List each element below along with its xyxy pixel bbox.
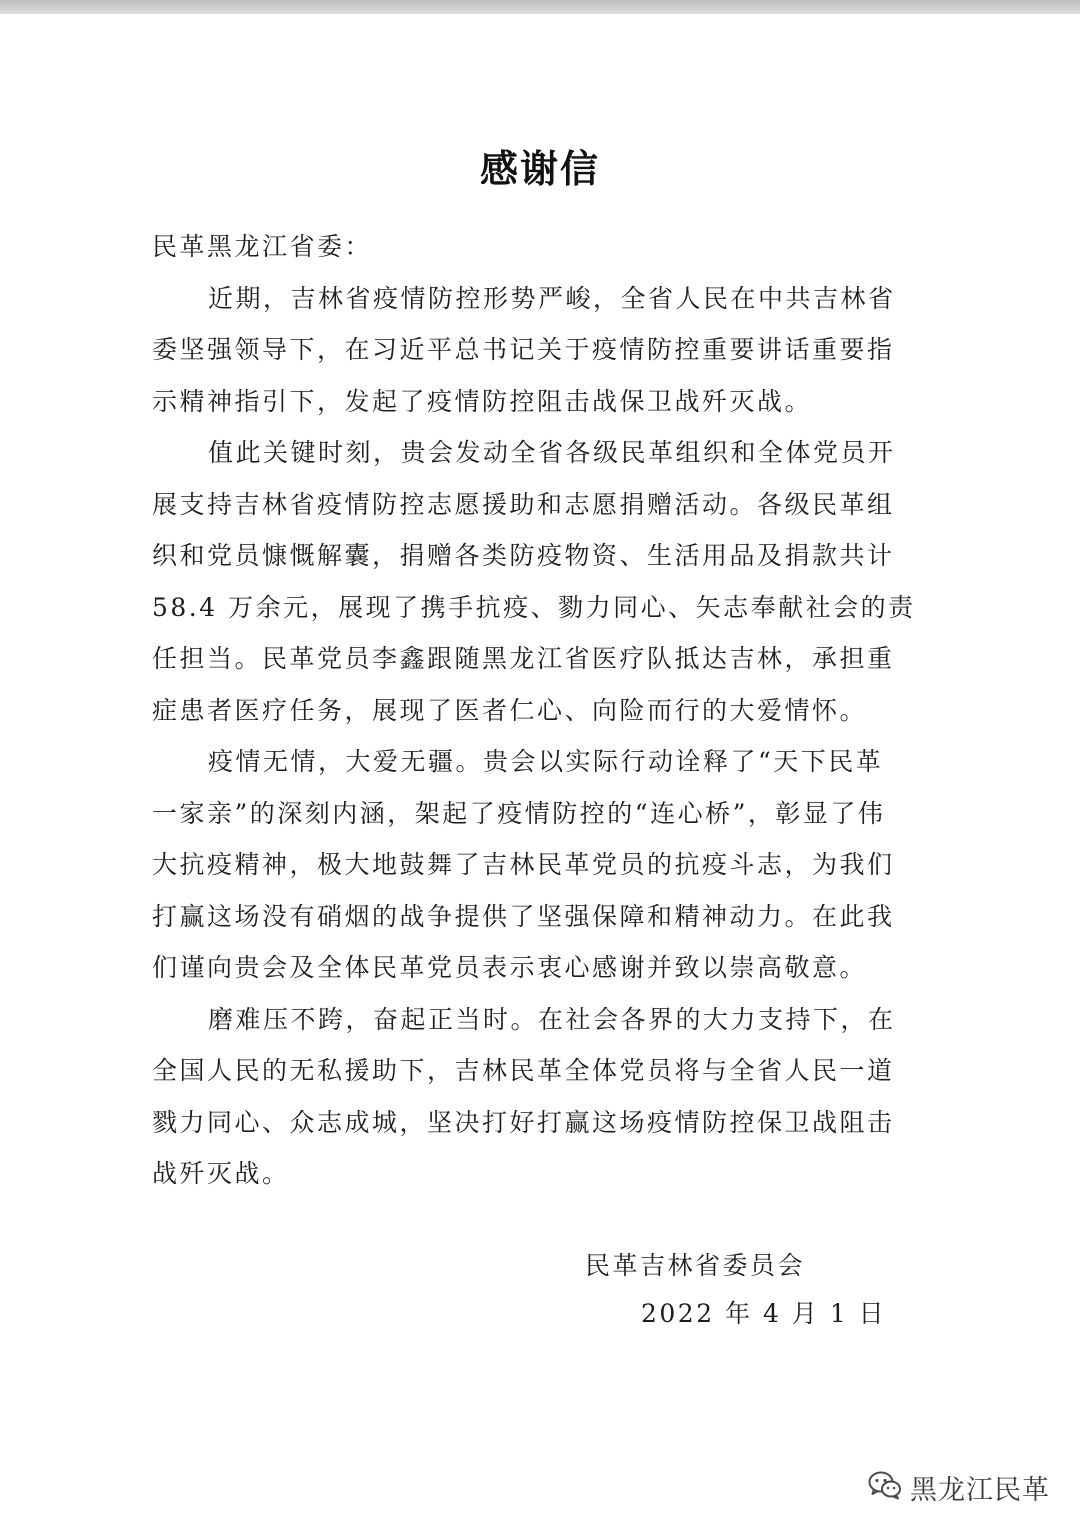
paragraph-4-line: 战歼灭战。 xyxy=(152,1159,290,1188)
paragraph-2-line: 任担当。民革党员李鑫跟随黑龙江省医疗队抵达吉林，承担重 xyxy=(152,644,895,673)
paragraph-4-line: 戮力同心、众志成城，坚决打好打赢这场疫情防控保卫战阻击 xyxy=(152,1108,895,1137)
paragraph-2-line: 值此关键时刻，贵会发动全省各级民革组织和全体党员开 xyxy=(208,438,896,467)
paragraph-2-line: 展支持吉林省疫情防控志愿援助和志愿捐赠活动。各级民革组 xyxy=(152,490,895,519)
watermark-text: 黑龙江民革 xyxy=(910,1474,1050,1506)
wechat-icon xyxy=(868,1470,902,1504)
scan-top-edge xyxy=(0,0,1080,14)
paragraph-3-line: 打赢这场没有硝烟的战争提供了坚强保障和精神动力。在此我 xyxy=(152,902,895,931)
paragraph-2-line: 58.4 万余元，展现了携手抗疫、勠力同心、矢志奉献社会的责 xyxy=(152,593,916,622)
paragraph-4-line: 磨难压不跨，奋起正当时。在社会各界的大力支持下，在 xyxy=(208,1005,896,1034)
signature-organization: 民革吉林省委员会 xyxy=(585,1251,806,1280)
salutation: 民革黑龙江省委： xyxy=(152,232,373,261)
paragraph-2-line: 症患者医疗任务，展现了医者仁心、向险而行的大爱情怀。 xyxy=(152,696,868,725)
paragraph-3-line: 们谨向贵会及全体民革党员表示衷心感谢并致以崇高敬意。 xyxy=(152,953,868,982)
paragraph-2-line: 织和党员慷慨解囊，捐赠各类防疫物资、生活用品及捐款共计 xyxy=(152,541,895,570)
paragraph-4-line: 全国人民的无私援助下，吉林民革全体党员将与全省人民一道 xyxy=(152,1056,895,1085)
paragraph-1-line: 近期，吉林省疫情防控形势严峻，全省人民在中共吉林省 xyxy=(208,284,896,313)
paragraph-3-line: 疫情无情，大爱无疆。贵会以实际行动诠释了“天下民革 xyxy=(208,747,884,776)
letter-title: 感谢信 xyxy=(479,147,600,191)
paragraph-1-line: 示精神指引下，发起了疫情防控阻击战保卫战歼灭战。 xyxy=(152,387,813,416)
watermark xyxy=(868,1465,1050,1509)
paragraph-3-line: 大抗疫精神，极大地鼓舞了吉林民革党员的抗疫斗志，为我们 xyxy=(152,850,895,879)
signature-date: 2022 年 4 月 1 日 xyxy=(641,1299,887,1328)
paragraph-3-line: 一家亲”的深刻内涵，架起了疫情防控的“连心桥”，彰显了伟 xyxy=(152,799,886,828)
paragraph-1-line: 委坚强领导下，在习近平总书记关于疫情防控重要讲话重要指 xyxy=(152,335,895,364)
